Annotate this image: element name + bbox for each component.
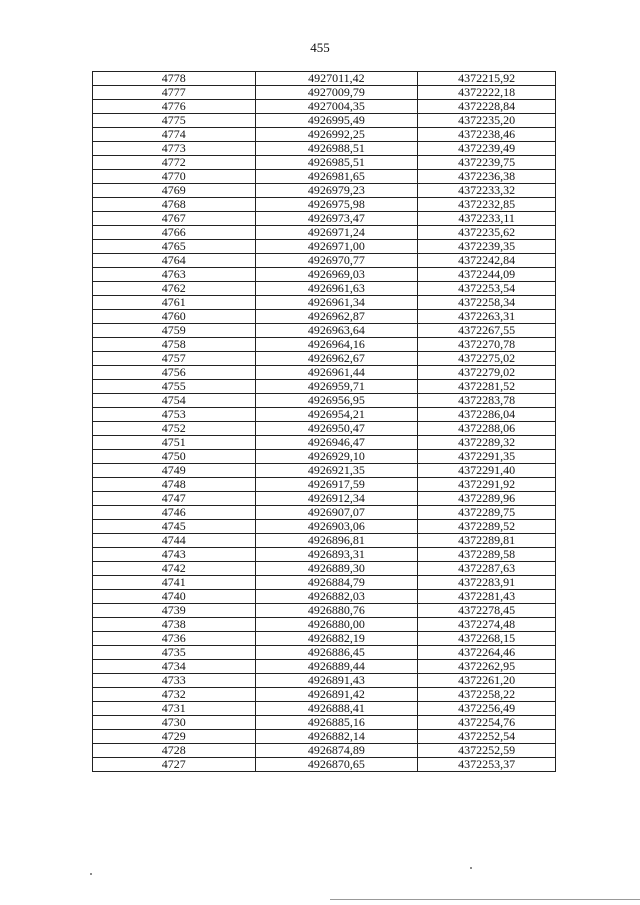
point-number-cell: 4734 [93, 660, 256, 674]
x-coordinate-cell: 4926961,63 [255, 282, 418, 296]
y-coordinate-cell: 4372291,35 [418, 450, 556, 464]
y-coordinate-cell: 4372288,06 [418, 422, 556, 436]
point-number-cell: 4741 [93, 576, 256, 590]
x-coordinate-cell: 4926885,16 [255, 716, 418, 730]
x-coordinate-cell: 4926917,59 [255, 478, 418, 492]
point-number-cell: 4727 [93, 758, 256, 772]
table-row [93, 142, 556, 156]
y-coordinate-cell: 4372236,38 [418, 170, 556, 184]
point-number-cell: 4755 [93, 380, 256, 394]
table-row [93, 576, 556, 590]
table-row [93, 744, 556, 758]
y-coordinate-cell: 4372264,46 [418, 646, 556, 660]
y-coordinate-cell: 4372252,54 [418, 730, 556, 744]
x-coordinate-cell: 4926973,47 [255, 212, 418, 226]
scan-speck [470, 867, 472, 869]
x-coordinate-cell: 4926954,21 [255, 408, 418, 422]
y-coordinate-cell: 4372289,58 [418, 548, 556, 562]
table-row [93, 380, 556, 394]
table-row [93, 352, 556, 366]
point-number-cell: 4757 [93, 352, 256, 366]
table-row [93, 716, 556, 730]
table-row [93, 366, 556, 380]
table-row [93, 422, 556, 436]
point-number-cell: 4764 [93, 254, 256, 268]
table-row [93, 730, 556, 744]
y-coordinate-cell: 4372235,20 [418, 114, 556, 128]
table-row [93, 450, 556, 464]
table-row [93, 646, 556, 660]
x-coordinate-cell: 4926950,47 [255, 422, 418, 436]
table-row [93, 758, 556, 772]
x-coordinate-cell: 4926964,16 [255, 338, 418, 352]
point-number-cell: 4756 [93, 366, 256, 380]
point-number-cell: 4728 [93, 744, 256, 758]
x-coordinate-cell: 4926912,34 [255, 492, 418, 506]
x-coordinate-cell: 4926946,47 [255, 436, 418, 450]
x-coordinate-cell: 4926979,23 [255, 184, 418, 198]
x-coordinate-cell: 4926870,65 [255, 758, 418, 772]
y-coordinate-cell: 4372289,52 [418, 520, 556, 534]
table-row [93, 534, 556, 548]
x-coordinate-cell: 4926884,79 [255, 576, 418, 590]
x-coordinate-cell: 4926971,24 [255, 226, 418, 240]
x-coordinate-cell: 4926963,64 [255, 324, 418, 338]
y-coordinate-cell: 4372289,81 [418, 534, 556, 548]
point-number-cell: 4768 [93, 198, 256, 212]
table-row [93, 226, 556, 240]
x-coordinate-cell: 4926959,71 [255, 380, 418, 394]
table-row [93, 268, 556, 282]
table-row [93, 492, 556, 506]
y-coordinate-cell: 4372239,35 [418, 240, 556, 254]
y-coordinate-cell: 4372270,78 [418, 338, 556, 352]
coordinates-table [92, 71, 556, 772]
point-number-cell: 4778 [93, 72, 256, 86]
table-row [93, 408, 556, 422]
table-row [93, 702, 556, 716]
point-number-cell: 4751 [93, 436, 256, 450]
x-coordinate-cell: 4926893,31 [255, 548, 418, 562]
y-coordinate-cell: 4372238,46 [418, 128, 556, 142]
point-number-cell: 4739 [93, 604, 256, 618]
table-row [93, 296, 556, 310]
table-row [93, 128, 556, 142]
x-coordinate-cell: 4926889,44 [255, 660, 418, 674]
point-number-cell: 4731 [93, 702, 256, 716]
page-number: 455 [310, 40, 330, 55]
y-coordinate-cell: 4372244,09 [418, 268, 556, 282]
y-coordinate-cell: 4372215,92 [418, 72, 556, 86]
x-coordinate-cell: 4926988,51 [255, 142, 418, 156]
x-coordinate-cell: 4926992,25 [255, 128, 418, 142]
x-coordinate-cell: 4926962,87 [255, 310, 418, 324]
coordinates-table-body [93, 72, 556, 772]
table-row [93, 198, 556, 212]
y-coordinate-cell: 4372289,96 [418, 492, 556, 506]
table-row [93, 282, 556, 296]
point-number-cell: 4743 [93, 548, 256, 562]
x-coordinate-cell: 4926880,00 [255, 618, 418, 632]
y-coordinate-cell: 4372268,15 [418, 632, 556, 646]
x-coordinate-cell: 4926886,45 [255, 646, 418, 660]
y-coordinate-cell: 4372253,37 [418, 758, 556, 772]
x-coordinate-cell: 4926896,81 [255, 534, 418, 548]
x-coordinate-cell: 4926985,51 [255, 156, 418, 170]
x-coordinate-cell: 4926975,98 [255, 198, 418, 212]
x-coordinate-cell: 4926971,00 [255, 240, 418, 254]
table-row [93, 100, 556, 114]
point-number-cell: 4759 [93, 324, 256, 338]
x-coordinate-cell: 4927009,79 [255, 86, 418, 100]
x-coordinate-cell: 4926929,10 [255, 450, 418, 464]
table-row [93, 506, 556, 520]
point-number-cell: 4732 [93, 688, 256, 702]
table-row [93, 632, 556, 646]
x-coordinate-cell: 4926880,76 [255, 604, 418, 618]
point-number-cell: 4736 [93, 632, 256, 646]
point-number-cell: 4761 [93, 296, 256, 310]
y-coordinate-cell: 4372222,18 [418, 86, 556, 100]
point-number-cell: 4773 [93, 142, 256, 156]
table-row [93, 478, 556, 492]
y-coordinate-cell: 4372283,78 [418, 394, 556, 408]
x-coordinate-cell: 4926962,67 [255, 352, 418, 366]
x-coordinate-cell: 4926969,03 [255, 268, 418, 282]
y-coordinate-cell: 4372232,85 [418, 198, 556, 212]
table-row [93, 254, 556, 268]
scan-speck [90, 873, 92, 875]
y-coordinate-cell: 4372287,63 [418, 562, 556, 576]
x-coordinate-cell: 4926921,35 [255, 464, 418, 478]
table-row [93, 212, 556, 226]
scan-edge-line [330, 899, 640, 900]
point-number-cell: 4738 [93, 618, 256, 632]
x-coordinate-cell: 4927011,42 [255, 72, 418, 86]
table-row [93, 170, 556, 184]
point-number-cell: 4748 [93, 478, 256, 492]
point-number-cell: 4769 [93, 184, 256, 198]
x-coordinate-cell: 4926874,89 [255, 744, 418, 758]
table-row [93, 184, 556, 198]
x-coordinate-cell: 4927004,35 [255, 100, 418, 114]
table-row [93, 324, 556, 338]
y-coordinate-cell: 4372281,52 [418, 380, 556, 394]
x-coordinate-cell: 4926981,65 [255, 170, 418, 184]
y-coordinate-cell: 4372258,34 [418, 296, 556, 310]
point-number-cell: 4740 [93, 590, 256, 604]
point-number-cell: 4762 [93, 282, 256, 296]
x-coordinate-cell: 4926970,77 [255, 254, 418, 268]
x-coordinate-cell: 4926888,41 [255, 702, 418, 716]
table-row [93, 114, 556, 128]
table-row [93, 86, 556, 100]
table-row [93, 674, 556, 688]
point-number-cell: 4766 [93, 226, 256, 240]
point-number-cell: 4775 [93, 114, 256, 128]
x-coordinate-cell: 4926882,19 [255, 632, 418, 646]
point-number-cell: 4733 [93, 674, 256, 688]
y-coordinate-cell: 4372289,75 [418, 506, 556, 520]
y-coordinate-cell: 4372253,54 [418, 282, 556, 296]
y-coordinate-cell: 4372275,02 [418, 352, 556, 366]
table-row [93, 338, 556, 352]
point-number-cell: 4747 [93, 492, 256, 506]
y-coordinate-cell: 4372281,43 [418, 590, 556, 604]
y-coordinate-cell: 4372261,20 [418, 674, 556, 688]
x-coordinate-cell: 4926961,34 [255, 296, 418, 310]
y-coordinate-cell: 4372233,32 [418, 184, 556, 198]
y-coordinate-cell: 4372228,84 [418, 100, 556, 114]
y-coordinate-cell: 4372262,95 [418, 660, 556, 674]
x-coordinate-cell: 4926891,43 [255, 674, 418, 688]
point-number-cell: 4754 [93, 394, 256, 408]
table-row [93, 72, 556, 86]
point-number-cell: 4749 [93, 464, 256, 478]
y-coordinate-cell: 4372242,84 [418, 254, 556, 268]
table-row [93, 310, 556, 324]
y-coordinate-cell: 4372256,49 [418, 702, 556, 716]
point-number-cell: 4760 [93, 310, 256, 324]
point-number-cell: 4776 [93, 100, 256, 114]
y-coordinate-cell: 4372291,40 [418, 464, 556, 478]
y-coordinate-cell: 4372252,59 [418, 744, 556, 758]
y-coordinate-cell: 4372239,49 [418, 142, 556, 156]
table-row [93, 436, 556, 450]
x-coordinate-cell: 4926891,42 [255, 688, 418, 702]
x-coordinate-cell: 4926882,14 [255, 730, 418, 744]
x-coordinate-cell: 4926961,44 [255, 366, 418, 380]
table-row [93, 394, 556, 408]
table-row [93, 618, 556, 632]
point-number-cell: 4745 [93, 520, 256, 534]
point-number-cell: 4729 [93, 730, 256, 744]
y-coordinate-cell: 4372291,92 [418, 478, 556, 492]
y-coordinate-cell: 4372278,45 [418, 604, 556, 618]
point-number-cell: 4744 [93, 534, 256, 548]
y-coordinate-cell: 4372263,31 [418, 310, 556, 324]
point-number-cell: 4750 [93, 450, 256, 464]
table-row [93, 464, 556, 478]
point-number-cell: 4774 [93, 128, 256, 142]
y-coordinate-cell: 4372235,62 [418, 226, 556, 240]
point-number-cell: 4742 [93, 562, 256, 576]
point-number-cell: 4770 [93, 170, 256, 184]
table-row [93, 240, 556, 254]
y-coordinate-cell: 4372279,02 [418, 366, 556, 380]
y-coordinate-cell: 4372258,22 [418, 688, 556, 702]
point-number-cell: 4772 [93, 156, 256, 170]
point-number-cell: 4735 [93, 646, 256, 660]
table-row [93, 548, 556, 562]
x-coordinate-cell: 4926889,30 [255, 562, 418, 576]
x-coordinate-cell: 4926882,03 [255, 590, 418, 604]
y-coordinate-cell: 4372274,48 [418, 618, 556, 632]
x-coordinate-cell: 4926956,95 [255, 394, 418, 408]
x-coordinate-cell: 4926907,07 [255, 506, 418, 520]
x-coordinate-cell: 4926995,49 [255, 114, 418, 128]
point-number-cell: 4752 [93, 422, 256, 436]
y-coordinate-cell: 4372289,32 [418, 436, 556, 450]
table-row [93, 660, 556, 674]
table-row [93, 562, 556, 576]
point-number-cell: 4765 [93, 240, 256, 254]
point-number-cell: 4777 [93, 86, 256, 100]
table-row [93, 520, 556, 534]
y-coordinate-cell: 4372233,11 [418, 212, 556, 226]
point-number-cell: 4763 [93, 268, 256, 282]
table-row [93, 156, 556, 170]
table-row [93, 590, 556, 604]
y-coordinate-cell: 4372283,91 [418, 576, 556, 590]
point-number-cell: 4746 [93, 506, 256, 520]
y-coordinate-cell: 4372267,55 [418, 324, 556, 338]
table-row [93, 688, 556, 702]
y-coordinate-cell: 4372239,75 [418, 156, 556, 170]
y-coordinate-cell: 4372286,04 [418, 408, 556, 422]
point-number-cell: 4730 [93, 716, 256, 730]
y-coordinate-cell: 4372254,76 [418, 716, 556, 730]
point-number-cell: 4767 [93, 212, 256, 226]
point-number-cell: 4753 [93, 408, 256, 422]
x-coordinate-cell: 4926903,06 [255, 520, 418, 534]
point-number-cell: 4758 [93, 338, 256, 352]
table-row [93, 604, 556, 618]
